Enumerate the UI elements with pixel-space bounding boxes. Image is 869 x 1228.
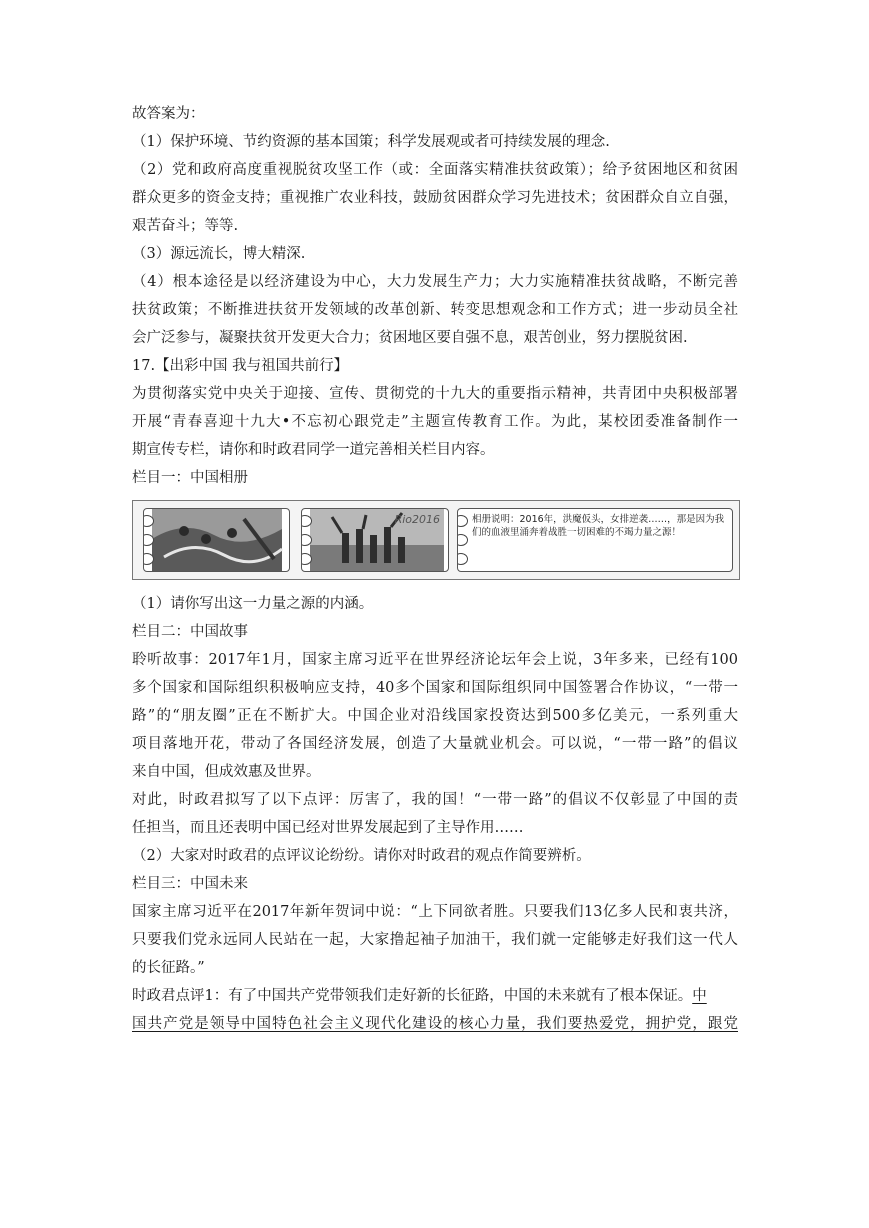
story-line-2: 多个国家和国际组织积极响应支持，40多个国家和国际组织同中国签署合作协议，“一带一 (132, 680, 738, 696)
volleyball-team-photo (301, 508, 449, 572)
story-line-3: 路”的“朋友圈”正在不断扩大。中国企业对沿线国家投资达到500多亿美元，一系列重大 (132, 708, 738, 724)
story-line-4: 项目落地开花，带动了各国经济发展，创造了大量就业机会。可以说，“一带一路”的倡议 (132, 736, 738, 752)
answer-4-line-2: 扶贫政策；不断推进扶贫开发领域的改革创新、转变思想观念和工作方式；进一步动员全社 (132, 302, 738, 318)
speech-line-3: 的长征路。” (132, 960, 205, 976)
question-17-1: （1）请你写出这一力量之源的内涵。 (132, 596, 374, 612)
review-1-underlined-start: 中 (692, 988, 707, 1004)
answer-2-line-3: 艰苦奋斗；等等. (132, 218, 239, 234)
flood-scene-image (144, 509, 289, 571)
story-line-5: 来自中国，但成效惠及世界。 (132, 764, 321, 780)
question-17-title: 17.【出彩中国 我与祖国共前行】 (132, 358, 349, 374)
section-3-title: 栏目三：中国未来 (132, 876, 248, 892)
answer-heading: 故答案为： (132, 106, 205, 122)
comment-line-1: 对此，时政君拟写了以下点评：厉害了，我的国！“一带一路”的倡议不仅彰显了中国的责 (132, 792, 738, 808)
flood-rescue-photo (143, 508, 290, 572)
speech-line-1: 国家主席习近平在2017年新年贺词中说：“上下同欲者胜。只要我们13亿多人民和衷共济， (132, 904, 738, 920)
binder-ring-icon (457, 515, 468, 527)
review-1-text: 时政君点评1：有了中国共产党带领我们走好新的长征路，中国的未来就有了根本保证。 (132, 988, 693, 1004)
rio2016-logo: Rio2016 (394, 513, 440, 526)
review-1-line-2: 国共产党是领导中国特色社会主义现代化建设的核心力量，我们要热爱党，拥护党，跟党 (132, 1016, 738, 1032)
album-caption-card (457, 508, 733, 572)
answer-2-line-1: （2）党和政府高度重视脱贫攻坚工作（或：全面落实精准扶贫政策）；给予贫困地区和贫困 (132, 162, 738, 178)
question-17-intro-line-3: 期宣传专栏，请你和时政君同学一道完善相关栏目内容。 (132, 442, 495, 458)
answer-4-line-1: （4）根本途径是以经济建设为中心，大力发展生产力；大力实施精准扶贫战略，不断完善 (132, 274, 738, 290)
review-1-line-1 (132, 982, 738, 1010)
question-17-intro-line-1: 为贯彻落实党中央关于迎接、宣传、贯彻党的十九大的重要指示精神，共青团中央积极部署 (132, 386, 738, 402)
answer-2-line-2: 群众更多的资金支持；重视推广农业科技，鼓励贫困群众学习先进技术；贫困群众自立自强， (132, 190, 738, 206)
comment-line-2: 任担当，而且还表明中国已经对世界发展起到了主导作用…… (132, 820, 524, 836)
photo-album-strip (132, 500, 740, 580)
section-1-title: 栏目一：中国相册 (132, 470, 248, 486)
speech-line-2: 只要我们党永远同人民站在一起，大家撸起袖子加油干，我们就一定能够走好我们这一代人 (132, 932, 738, 948)
answer-1: （1）保护环境、节约资源的基本国策；科学发展观或者可持续发展的理念. (132, 134, 610, 150)
answer-3: （3）源远流长，博大精深. (132, 246, 306, 262)
question-17-intro-line-2: 开展“青春喜迎十九大•不忘初心跟党走”主题宣传教育工作。为此，某校团委准备制作一 (132, 414, 738, 430)
section-2-title: 栏目二：中国故事 (132, 624, 248, 640)
binder-ring-icon (457, 534, 468, 546)
album-caption-text: 相册说明：2016年，洪魔仮头，女排逆袭……，那是因为我们的血液里涌奔着战胜一切困难的不竭力量之源！ (472, 514, 725, 538)
question-17-2: （2）大家对时政君的点评议论纷纷。请你对时政君的观点作简要辨析。 (132, 848, 591, 864)
story-line-1: 聆听故事：2017年1月，国家主席习近平在世界经济论坛年会上说，3年多来，已经有100 (132, 652, 738, 668)
document-body (132, 100, 738, 1038)
binder-ring-icon (457, 553, 468, 565)
answer-4-line-3: 会广泛参与，凝聚扶贫开发更大合力；贫困地区要自强不息，艰苦创业，努力摆脱贫困. (132, 330, 688, 346)
